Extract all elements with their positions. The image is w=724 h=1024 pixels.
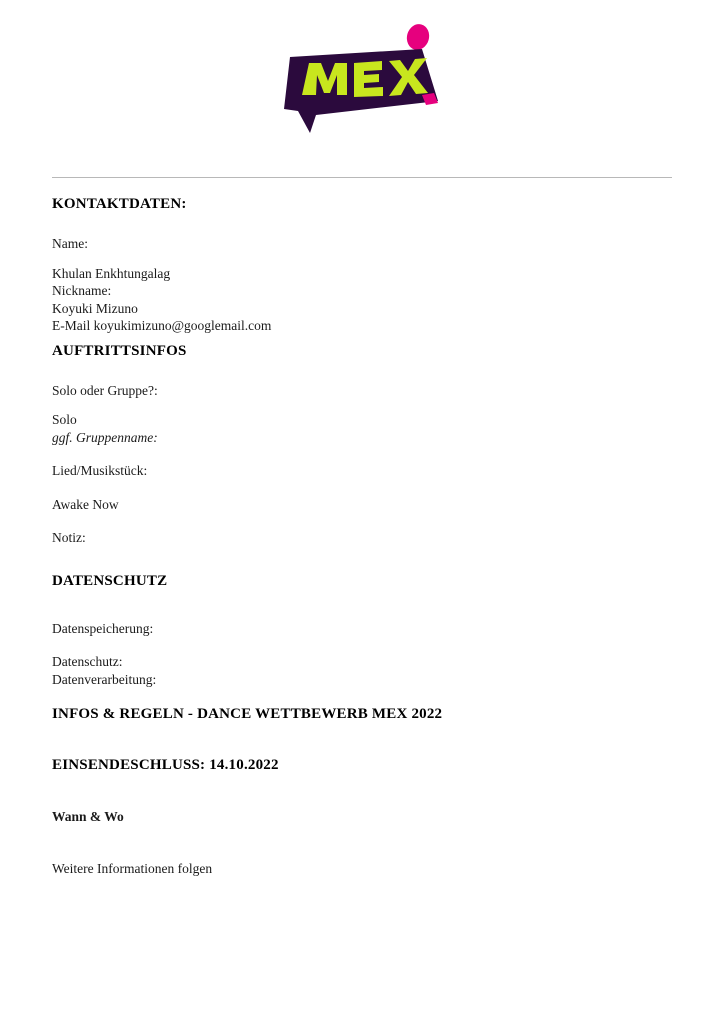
data-processing-label: Datenverarbeitung:: [52, 671, 157, 687]
contact-heading: KONTAKTDATEN:: [52, 196, 187, 212]
when-where-heading: Wann & Wo: [52, 809, 124, 824]
rules-heading: INFOS & REGELN - DANCE WETTBEWERB MEX 2022: [52, 706, 443, 722]
name-value: Khulan Enkhtungalag: [52, 265, 171, 281]
document-body: [52, 196, 672, 877]
logo-container: [0, 18, 724, 138]
performance-heading: AUFTRITTSINFOS: [52, 342, 187, 359]
privacy-heading: DATENSCHUTZ: [52, 572, 168, 589]
nickname-label: Nickname:: [52, 283, 112, 298]
name-label: Name:: [52, 236, 88, 251]
mex-logo: [272, 23, 452, 133]
nickname-value: Koyuki Mizuno: [52, 300, 138, 316]
note-label: Notiz:: [52, 530, 86, 545]
header-divider: [52, 177, 672, 178]
data-protection-label: Datenschutz:: [52, 654, 123, 669]
more-info-text: Weitere Informationen folgen: [52, 860, 213, 876]
deadline-heading: EINSENDESCHLUSS: 14.10.2022: [52, 757, 279, 773]
mex-logo-icon: [272, 23, 452, 133]
song-value: Awake Now: [52, 496, 119, 512]
solo-or-group-value: Solo: [52, 412, 77, 427]
group-name-label: ggf. Gruppenname:: [52, 429, 158, 445]
solo-or-group-label: Solo oder Gruppe?:: [52, 382, 158, 398]
song-label: Lied/Musikstück:: [52, 463, 148, 478]
data-storage-label: Datenspeicherung:: [52, 620, 154, 636]
email-line: E-Mail koyukimizuno@googlemail.com: [52, 318, 272, 333]
